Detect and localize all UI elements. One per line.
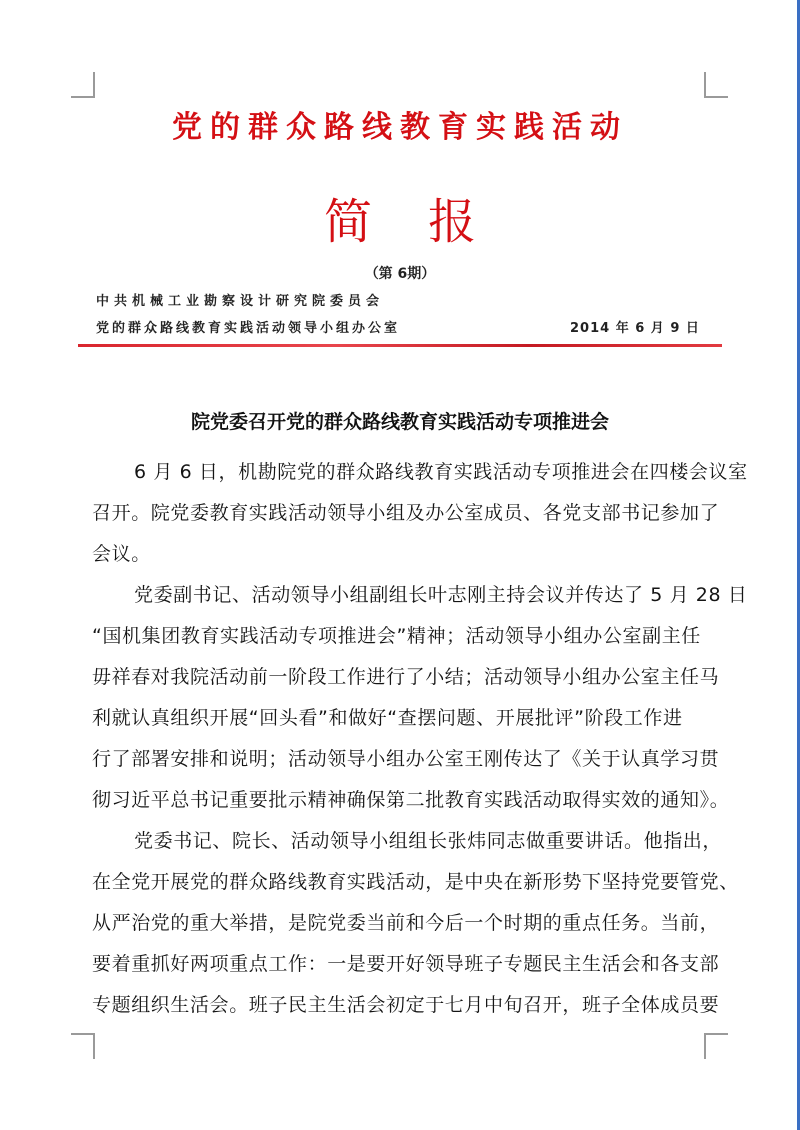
crop-mark-top-right	[704, 72, 728, 98]
article-line: 会议。	[92, 543, 151, 565]
article-line: 彻习近平总书记重要批示精神确保第二批教育实践活动取得实效的通知》。	[92, 789, 730, 811]
article-line: 6 月 6 日，机勘院党的群众路线教育实践活动专项推进会在四楼会议室	[134, 461, 748, 483]
bulletin-title: 简报	[323, 194, 532, 250]
issue-number: （第 6期）	[364, 266, 436, 282]
article-body	[92, 452, 748, 1026]
article-line: 召开。院党委教育实践活动领导小组及办公室成员、各党支部书记参加了	[92, 502, 720, 524]
article-line: 行了部署安排和说明；活动领导小组办公室王刚传达了《关于认真学习贯	[92, 748, 720, 770]
article-line: 毋祥春对我院活动前一阶段工作进行了小结；活动领导小组办公室主任马	[92, 666, 720, 688]
issuing-office: 党的群众路线教育实践活动领导小组办公室	[96, 321, 401, 336]
issue-date: 2014 年 6 月 9 日	[570, 321, 700, 336]
crop-mark-top-left	[71, 72, 95, 98]
article-line: 从严治党的重大举措，是院党委当前和今后一个时期的重点任务。当前，	[92, 912, 720, 934]
campaign-title: 党的群众路线教育实践活动	[172, 110, 628, 145]
article-line: 党委副书记、活动领导小组副组长叶志刚主持会议并传达了 5 月 28 日	[134, 584, 748, 606]
article-line: 在全党开展党的群众路线教育实践活动，是中央在新形势下坚持党要管党、	[92, 871, 739, 893]
crop-mark-bottom-left	[71, 1033, 95, 1059]
masthead-divider	[78, 344, 722, 347]
article-line: 党委书记、院长、活动领导小组组长张炜同志做重要讲话。他指出，	[134, 830, 723, 852]
article-line: 利就认真组织开展“回头看”和做好“查摆问题、开展批评”阶段工作进	[92, 707, 683, 729]
article-line: “国机集团教育实践活动专项推进会”精神；活动领导小组办公室副主任	[92, 625, 701, 647]
crop-mark-bottom-right	[704, 1033, 728, 1059]
issuing-organization: 中共机械工业勘察设计研究院委员会	[96, 294, 385, 309]
article-line: 要着重抓好两项重点工作：一是要开好领导班子专题民主生活会和各支部	[92, 953, 720, 975]
article-headline: 院党委召开党的群众路线教育实践活动专项推进会	[190, 411, 609, 433]
article-line: 专题组织生活会。班子民主生活会初定于七月中旬召开，班子全体成员要	[92, 994, 720, 1016]
